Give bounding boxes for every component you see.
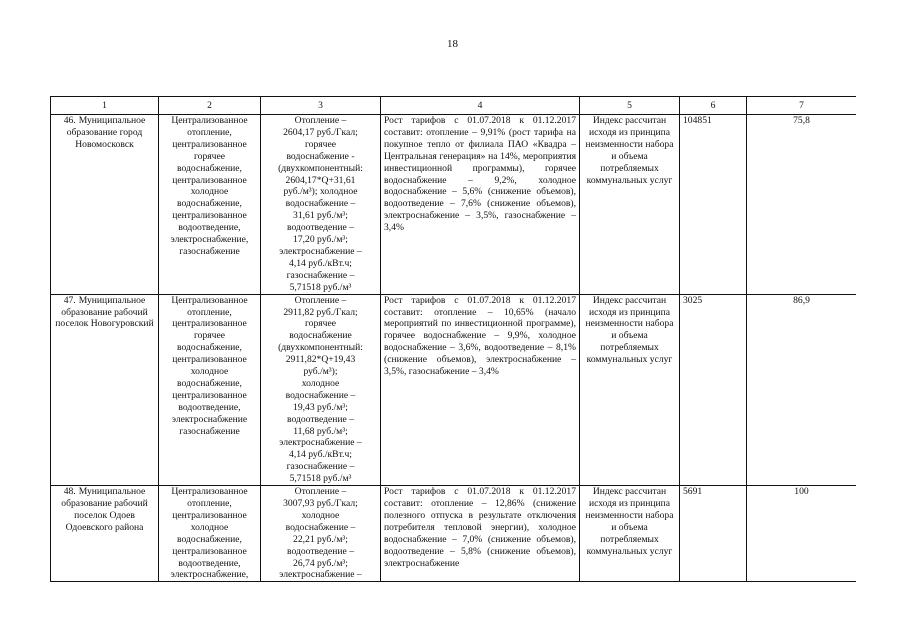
table-row xyxy=(51,115,857,295)
population-cell: 104851 xyxy=(680,115,747,295)
municipality-name: Муниципальное образование рабочий поселок Одоев Одоевского района xyxy=(61,486,148,533)
index-note-cell: Индекс рассчитан исходя из принципа неизменности набора и объема потребляемых коммунальных услуг xyxy=(580,486,680,582)
table-row xyxy=(51,486,857,582)
municipality-cell xyxy=(51,115,159,295)
municipality-name: Муниципальное образование город Новомосковск xyxy=(66,115,146,150)
column-header: 4 xyxy=(381,97,580,115)
municipality-cell xyxy=(51,294,159,486)
column-header: 7 xyxy=(747,97,857,115)
index-note-cell: Индекс рассчитан исходя из принципа неизменности набора и объема потребляемых коммунальных услуг xyxy=(580,115,680,295)
population-cell: 3025 xyxy=(680,294,747,486)
services-cell: Централизованное отопление, централизованное холодное водоснабжение, централизованное водоотведение, электроснабжение, xyxy=(159,486,261,582)
index-note-cell: Индекс рассчитан исходя из принципа неизменности набора и объема потребляемых коммунальных услуг xyxy=(580,294,680,486)
column-header: 5 xyxy=(580,97,680,115)
tariff-table xyxy=(50,96,856,582)
municipality-cell xyxy=(51,486,159,582)
row-number: 48. xyxy=(63,486,76,498)
tariffs-cell: Отопление – 3007,93 руб./Гкал; холодное водоснабжение – 22,21 руб./м³; водоотведение – 26,74 руб./м³; электроснабжение – xyxy=(261,486,381,582)
services-cell: Централизованное отопление, централизованное горячее водоснабжение, централизованное холодное водоснабжение, централизованное водоотведение, электроснабжение газоснабжение xyxy=(159,294,261,486)
growth-cell: Рост тарифов с 01.07.2018 к 01.12.2017 составит: отопление – 9,91% (рост тарифа на покупное тепло от филиала ПАО «Квадра – Центральная генерация» на 14%, мероприятия инвестиционной программы), горячее водоснабжение – 9,2%, холодное водоснабжение – 5,6% (снижение объемов), водоотведение – 7,6% (снижение объемов), электроснабжение – 3,5%, газоснабжение – 3,4% xyxy=(381,115,580,295)
municipality-name: Муниципальное образование рабочий поселок Новогуровский xyxy=(55,294,154,330)
share-cell: 100 xyxy=(747,486,857,582)
row-number: 47. xyxy=(63,294,76,306)
row-number: 46. xyxy=(63,115,76,126)
tariff-table-container xyxy=(50,96,856,640)
tariffs-cell: Отопление – 2604,17 руб./Гкал; горячее водоснабжение - (двухкомпонентный: 2604,17*Q+31,61 руб./м³); холодное водоснабжение – 31,61 руб./м³; водоотведение – 17,20 руб./м³; электроснабжение – 4,14 руб./кВт.ч; газоснабжение – 5,71518 руб./м³ xyxy=(261,115,381,295)
share-cell: 86,9 xyxy=(747,294,857,486)
growth-cell: Рост тарифов с 01.07.2018 к 01.12.2017 составит: отопление – 10,65% (начало мероприятий по инвестиционной программе), горячее водоснабжение – 9,9%, холодное водоснабжение – 3,6%, водоотведение – 8,1% (снижение объемов), электроснабжение – 3,5%, газоснабжение – 3,4% xyxy=(381,294,580,486)
table-row xyxy=(51,294,857,486)
population-cell: 5691 xyxy=(680,486,747,582)
table-header-row xyxy=(51,97,857,115)
column-header: 1 xyxy=(51,97,159,115)
page-number: 18 xyxy=(447,38,458,50)
column-header: 6 xyxy=(680,97,747,115)
column-header: 2 xyxy=(159,97,261,115)
growth-cell: Рост тарифов с 01.07.2018 к 01.12.2017 составит: отопление – 12,86% (снижение полезного отпуска в результате отключения потребителя тепловой энергии), холодное водоснабжение – 7,0% (снижение объемов), водоотведение – 5,8% (снижение объемов), электроснабжение xyxy=(381,486,580,582)
share-cell: 75,8 xyxy=(747,115,857,295)
tariffs-cell: Отопление – 2911,82 руб./Гкал; горячее водоснабжение (двухкомпонентный: 2911,82*Q+19,43 руб./м³); холодное водоснабжение – 19,43 руб./м³; водоотведение – 11,68 руб./м³; электроснабжение – 4,14 руб./кВт.ч; газоснабжение – 5,71518 руб./м³ xyxy=(261,294,381,486)
services-cell: Централизованное отопление, централизованное горячее водоснабжение, централизованное холодное водоснабжение, централизованное водоотведение, электроснабжение, газоснабжение xyxy=(159,115,261,295)
column-header: 3 xyxy=(261,97,381,115)
